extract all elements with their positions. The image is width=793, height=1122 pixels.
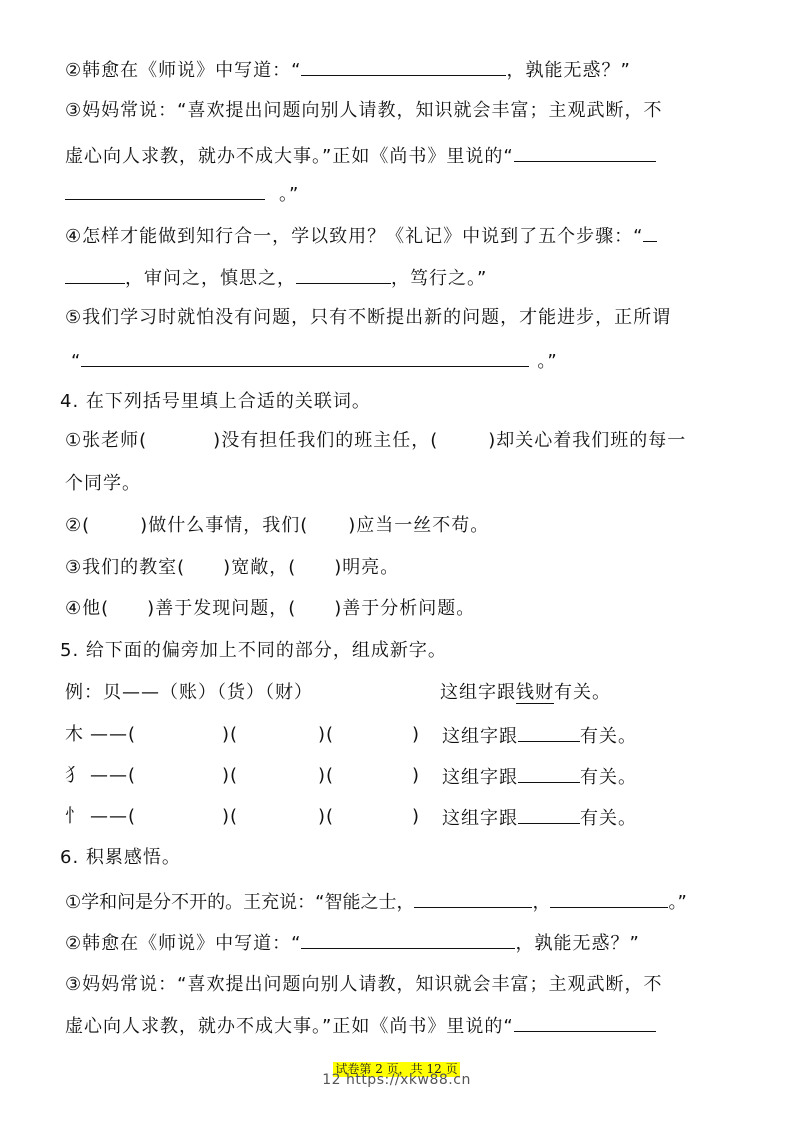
desc-text: 有关。 (580, 726, 637, 747)
desc-text: 有关。 (580, 808, 637, 829)
example-text: 例：贝——（账）（货）（财） (65, 682, 313, 703)
paren-divider: )( (222, 806, 239, 827)
q3-item-5-line2 (65, 348, 558, 374)
answer-blank[interactable] (550, 889, 668, 908)
paren-divider: ) (412, 806, 421, 827)
question-text: ④他( (65, 598, 110, 619)
question-text: ，孰能无惑？” (506, 60, 631, 81)
question-heading: 6. 积累感悟。 (60, 847, 181, 868)
question-text: ③妈妈常说：“喜欢提出问题向别人请教，知识就会丰富；主观武断，不 (65, 100, 663, 121)
paren-divider: )( (222, 724, 239, 745)
q4-item-2 (65, 514, 489, 538)
question-text: )宽敞，( (223, 557, 297, 578)
question-text: ①张老师( (65, 430, 148, 451)
question-text: )善于发现问题，( (147, 598, 297, 619)
question-text: ③我们的教室( (65, 557, 186, 578)
q5-example (65, 681, 313, 705)
answer-blank[interactable] (65, 181, 265, 200)
desc-text: 这组字跟 (442, 767, 518, 788)
q5-example-desc (440, 681, 611, 705)
paren-divider: )( (318, 765, 335, 786)
example-text: 有关。 (554, 682, 611, 703)
radical: 犭 (65, 765, 84, 786)
q3-item-2 (65, 57, 631, 83)
question-text: ， (532, 892, 551, 913)
question-text: ①学和问是分不开的。王充说：“智能之士， (65, 892, 415, 913)
question-text: 。” (668, 892, 687, 913)
question-text: )做什么事情，我们( (140, 515, 309, 536)
paren-divider: )( (318, 724, 335, 745)
q6-item-3-line1 (65, 973, 662, 997)
desc-text: 有关。 (580, 767, 637, 788)
paren-divider: ) (412, 724, 421, 745)
example-answer: 钱财 (516, 682, 554, 703)
example-text: 这组字跟 (440, 682, 516, 703)
dash-paren: ——( (90, 724, 137, 745)
answer-blank[interactable] (296, 265, 391, 284)
desc-text: 这组字跟 (442, 726, 518, 747)
question-text: 。” (279, 184, 300, 205)
question-text: ②韩愈在《师说》中写道：“ (65, 933, 302, 954)
answer-blank[interactable] (65, 265, 125, 284)
answer-blank[interactable] (514, 143, 656, 162)
page-number-label: 试卷第 2 页，共 12 页 (335, 1062, 458, 1076)
answer-blank[interactable] (301, 57, 506, 76)
question-text: ，审问之，慎思之， (125, 268, 296, 289)
row-desc (442, 764, 637, 790)
answer-blank[interactable] (301, 930, 515, 949)
question-text: ②( (65, 515, 91, 536)
row-desc (442, 723, 637, 749)
question-heading: 5. 给下面的偏旁加上不同的部分，组成新字。 (60, 640, 447, 661)
question-text: 。” (537, 351, 558, 372)
question-heading: 4. 在下列括号里填上合适的关联词。 (60, 391, 371, 412)
q3-item-4-line2 (65, 265, 487, 291)
paren-divider: )( (318, 806, 335, 827)
answer-blank[interactable] (518, 764, 580, 783)
question-text: )善于分析问题。 (334, 598, 476, 619)
paren-divider: ) (412, 765, 421, 786)
answer-blank[interactable] (518, 723, 580, 742)
answer-blank[interactable] (643, 223, 657, 242)
q4-item-1-cont (65, 472, 141, 496)
question-text: ，孰能无惑？” (515, 933, 640, 954)
q4-item-1 (65, 429, 686, 453)
question-text: 虚心向人求教，就办不成大事。”正如《尚书》里说的“ (65, 146, 514, 167)
answer-blank[interactable] (518, 805, 580, 824)
dash-paren: ——( (90, 806, 137, 827)
question-text: )明亮。 (334, 557, 400, 578)
q4-title (60, 390, 371, 414)
question-text: ②韩愈在《师说》中写道：“ (65, 60, 302, 81)
answer-blank[interactable] (514, 1013, 656, 1032)
q3-item-4-line1 (65, 223, 657, 249)
q3-item-3-line2 (65, 143, 656, 169)
radical: 木 (65, 724, 84, 745)
q5-title (60, 639, 447, 663)
question-text: )没有担任我们的班主任，( (213, 430, 439, 451)
question-text: 个同学。 (65, 473, 141, 494)
q4-item-4 (65, 597, 475, 621)
question-text: ，笃行之。” (391, 268, 488, 289)
dash-paren: ——( (90, 765, 137, 786)
question-text: ⑤我们学习时就怕没有问题，只有不断提出新的问题，才能进步，正所谓 (65, 307, 672, 328)
answer-blank[interactable] (414, 889, 532, 908)
q3-item-3-line1 (65, 99, 662, 123)
q3-item-5-line1 (65, 306, 671, 330)
q6-item-3-line2 (65, 1013, 656, 1039)
radical: 忄 (65, 806, 84, 827)
q6-title (60, 846, 181, 870)
q6-item-1 (65, 889, 687, 915)
paren-divider: )( (222, 765, 239, 786)
question-text: “ (71, 351, 82, 372)
q6-item-2 (65, 930, 640, 956)
question-text: )应当一丝不苟。 (348, 515, 490, 536)
question-text: ③妈妈常说：“喜欢提出问题向别人请教，知识就会丰富；主观武断，不 (65, 974, 663, 995)
question-text: 虚心向人求教，就办不成大事。”正如《尚书》里说的“ (65, 1016, 514, 1037)
row-desc (442, 805, 637, 831)
answer-blank[interactable] (81, 348, 529, 367)
question-text: )却关心着我们班的每一 (488, 430, 687, 451)
watermark: 12 https://xkw88.cn (322, 1072, 471, 1088)
question-text: ④怎样才能做到知行合一，学以致用？《礼记》中说到了五个步骤：“ (65, 226, 644, 247)
desc-text: 这组字跟 (442, 808, 518, 829)
q4-item-3 (65, 556, 399, 580)
q3-item-3-line3 (65, 181, 299, 207)
